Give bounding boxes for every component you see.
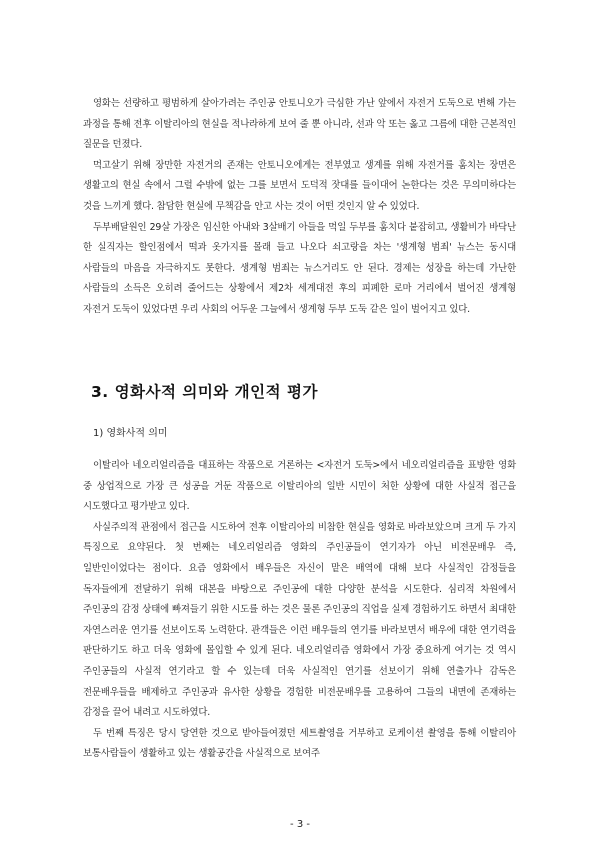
section-body — [83, 94, 516, 321]
subsection-heading: 1) 영화사적 의미 — [93, 428, 168, 439]
paragraph: 영화는 선량하고 평범하게 살아가려는 주인공 안토니오가 극심한 가난 앞에서 자전거 도둑으로 변해 가는 과정을 통해 전후 이탈리아의 현실을 적나라하게 보여 줄 뿐 아니라, 선과 악 또는 옳고 그름에 대한 근본적인 질문을 던졌다. — [83, 98, 516, 151]
section-body — [83, 456, 516, 765]
page-number: - 3 - — [290, 819, 310, 830]
paragraph: 사실주의적 관점에서 접근을 시도하여 전후 이탈리아의 비참한 현실을 영화로 바라보았으며 크게 두 가지 특징으로 요약된다. 첫 번째는 네오리얼리즘 영화의 주인공들이 연기자가 아닌 비전문배우 즉, 일반인이었다는 점이다. 요즘 영화에서 배우들은 자신이 맡은 배역에 대해 보다 사실적인 감정들을 독자들에게 전달하기 위해 대본을 바탕으로 주인공에 대한 다양한 분석을 시도한다. 심리적 차원에서 주인공의 감정 상태에 빠져들기 위한 시도를 하는 것은 물론 주인공의 직업을 실제 경험하기도 하면서 최대한 자연스러운 연기를 선보이도록 노력한다. 관객들은 이런 배우들의 연기를 바라보면서 배우에 대한 연기력을 판단하기도 하고 더욱 영화에 몰입할 수 있게 된다. 네오리얼리즘 영화에서 가장 중요하게 여기는 것 역시 주인공들의 사실적 연기라고 할 수 있는데 더욱 사실적인 연기를 선보이기 위해 연출가나 감독은 전문배우들을 배제하고 주인공과 유사한 상황을 경험한 비전문배우를 고용하여 그들의 내면에 존재하는 감정을 끌어 내려고 시도하였다. — [83, 521, 516, 719]
paragraph: 먹고살기 위해 장만한 자전거의 존재는 안토니오에게는 전부였고 생계를 위해 자전거를 훔치는 장면은 생활고의 현실 속에서 그럴 수밖에 없는 그를 보면서 도덕적 잣대를 들이대어 논한다는 것은 무의미하다는 것을 느끼게 했다. 참담한 현실에 무책감을 안고 사는 것이 어떤 것인지 알 수 있었다. — [83, 159, 516, 212]
section-heading: 3. 영화사적 의미와 개인적 평가 — [91, 383, 318, 401]
paragraph: 두부배달원인 29살 가장은 임신한 아내와 3살배기 아들을 먹일 두부를 훔치다 붙잡히고, 생활비가 바닥난 한 실직자는 할인점에서 떡과 옷가지를 몰래 들고 나오다 쇠고랑을 차는 '생계형 범죄' 뉴스는 동시대 사람들의 마음을 자극하지도 못한다. 생계형 범죄는 뉴스거리도 안 된다. 경제는 성장을 하는데 가난한 사람들의 소득은 오히려 줄어드는 상황에서 제2차 세계대전 후의 피폐한 로마 거리에서 벌어진 생계형 자전거 도둑이 있었다면 우리 사회의 어두운 그늘에서 생계형 두부 도둑 같은 일이 벌어지고 있다. — [83, 221, 516, 315]
paragraph: 두 번째 특징은 당시 당연한 것으로 받아들여졌던 세트촬영을 거부하고 로케이션 촬영을 통해 이탈리아 보통사람들이 생활하고 있는 생활공간을 사실적으로 보여주 — [83, 727, 516, 760]
paragraph: 이탈리아 네오리얼리즘을 대표하는 작품으로 거론하는 <자전거 도둑>에서 네오리얼리즘을 표방한 영화 중 상업적으로 가장 큰 성공을 거둔 작품으로 이탈리아의 일반 시민이 처한 상황에 대한 사실적 접근을 시도했다고 평가받고 있다. — [83, 460, 516, 513]
